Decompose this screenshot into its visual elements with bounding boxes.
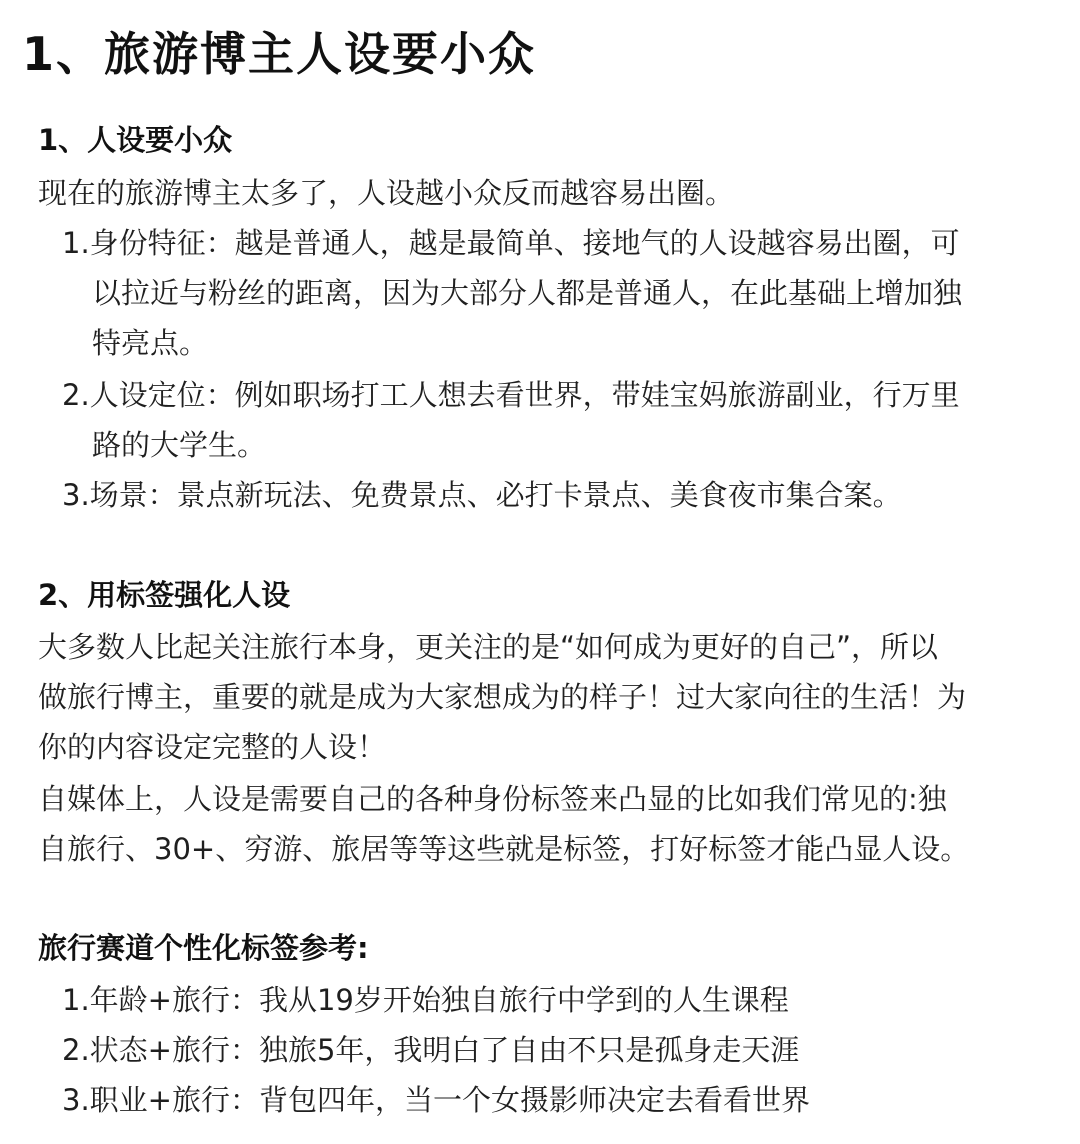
paragraph-line: 自旅行、30+、穷游、旅居等等这些就是标签，打好标签才能凸显人设。	[38, 832, 970, 866]
list-item	[62, 218, 1062, 368]
section-1-heading: 1、人设要小众	[38, 123, 233, 157]
list-item-line: 1.身份特征：越是普通人，越是最简单、接地气的人设越容易出圈，可	[62, 226, 960, 260]
section-2-heading: 2、用标签强化人设	[38, 578, 291, 612]
section-1-intro	[38, 168, 1058, 218]
section-1-intro-line: 现在的旅游博主太多了，人设越小众反而越容易出圈。	[38, 176, 735, 210]
list-item-line: 以拉近与粉丝的距离，因为大部分人都是普通人，在此基础上增加独	[92, 276, 963, 310]
paragraph-line: 自媒体上，人设是需要自己的各种身份标签来凸显的比如我们常见的:独	[38, 782, 947, 816]
list-item-line: 路的大学生。	[92, 428, 267, 462]
list-item-line: 1.年龄+旅行：我从19岁开始独自旅行中学到的人生课程	[62, 983, 789, 1017]
section-2-paragraph-1	[38, 622, 1058, 772]
list-item-line: 2.人设定位：例如职场打工人想去看世界，带娃宝妈旅游副业，行万里	[62, 378, 960, 412]
section-2-paragraph-2	[38, 774, 1058, 874]
list-item-line: 3.场景：景点新玩法、免费景点、必打卡景点、美食夜市集合案。	[62, 478, 902, 512]
list-item-line: 特亮点。	[92, 326, 209, 360]
list-item-line: 3.职业+旅行：背包四年，当一个女摄影师决定去看看世界	[62, 1083, 810, 1117]
list-item	[62, 1075, 1062, 1125]
paragraph-line: 大多数人比起关注旅行本身，更关注的是“如何成为更好的自己”，所以	[38, 630, 939, 664]
list-item	[62, 470, 1062, 520]
list-item	[62, 370, 1062, 470]
section-3-heading: 旅行赛道个性化标签参考:	[38, 931, 369, 965]
list-item-line: 2.状态+旅行：独旅5年，我明白了自由不只是孤身走天涯	[62, 1033, 800, 1067]
paragraph-line: 做旅行博主，重要的就是成为大家想成为的样子！过大家向往的生活！为	[38, 680, 967, 714]
page-title: 1、旅游博主人设要小众	[22, 27, 537, 81]
list-item	[62, 1025, 1062, 1075]
list-item	[62, 975, 1062, 1025]
paragraph-line: 你的内容设定完整的人设！	[38, 730, 387, 764]
